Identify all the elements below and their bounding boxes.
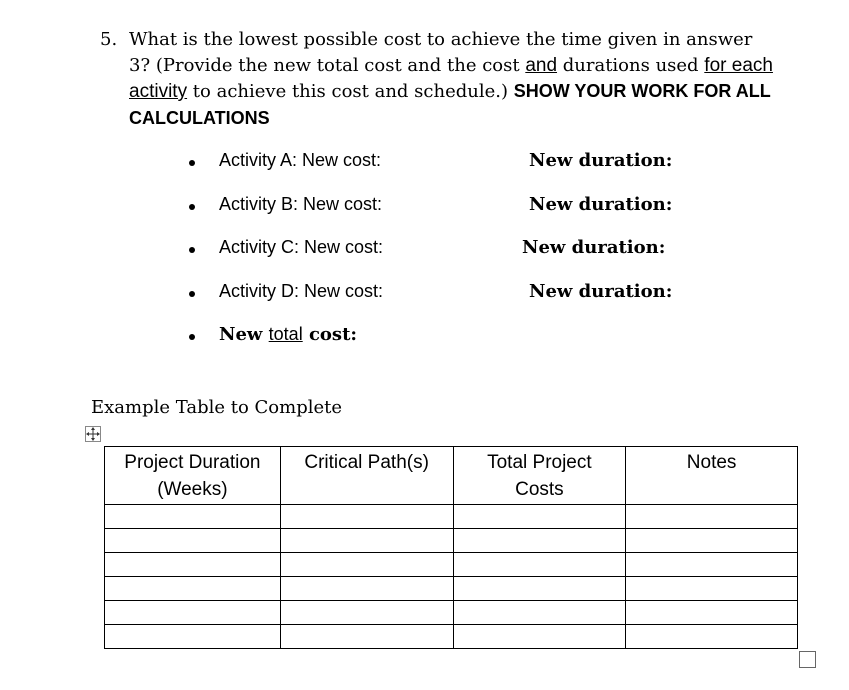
question-text: 3? (Provide the new total cost and the cost (129, 55, 526, 76)
table-row (105, 529, 798, 553)
table-cell[interactable] (280, 577, 453, 601)
question-line-3 (129, 81, 771, 103)
table-cell[interactable] (626, 529, 798, 553)
bullet-icon (189, 204, 195, 210)
table-cell[interactable] (280, 601, 453, 625)
question-line-2 (129, 55, 773, 77)
table-cell[interactable] (280, 529, 453, 553)
activity-d-duration-label: New duration: (529, 281, 673, 302)
activity-a-cost-label: Activity A: New cost: (219, 150, 382, 170)
table-row (105, 625, 798, 649)
table-cell[interactable] (105, 601, 281, 625)
table-cell[interactable] (280, 625, 453, 649)
bullet-icon (189, 160, 195, 166)
table-row (105, 601, 798, 625)
bullet-icon (189, 334, 195, 340)
question-text: to achieve this cost and schedule.) (187, 81, 514, 102)
example-table (104, 446, 798, 649)
table-row (105, 553, 798, 577)
table-cell[interactable] (626, 553, 798, 577)
header-total-project-costs (453, 447, 626, 505)
table-caption: Example Table to Complete (91, 397, 343, 418)
table-cell[interactable] (626, 505, 798, 529)
table-cell[interactable] (626, 601, 798, 625)
table-move-handle-icon[interactable] (85, 426, 101, 442)
emphasis-for-each: for each (704, 55, 773, 76)
new-total-cost-label (219, 324, 357, 345)
header-line: Notes (686, 452, 737, 473)
total-cost-text: New (219, 324, 269, 345)
table-cell[interactable] (453, 601, 626, 625)
table-cell[interactable] (453, 505, 626, 529)
table-cell[interactable] (626, 577, 798, 601)
table-row (105, 577, 798, 601)
table-cell[interactable] (453, 625, 626, 649)
emphasis-and: and (525, 55, 558, 76)
header-line: (Weeks) (157, 479, 228, 500)
activity-c-duration-label: New duration: (522, 237, 666, 258)
question-text: durations used (557, 55, 705, 76)
header-critical-paths (280, 447, 453, 505)
table-cell[interactable] (453, 577, 626, 601)
table-cell[interactable] (280, 553, 453, 577)
activity-c-cost-label: Activity C: New cost: (219, 237, 384, 257)
question-number: 5. (100, 29, 118, 50)
table-cell[interactable] (105, 577, 281, 601)
header-line: Costs (515, 479, 564, 500)
header-line: Critical Path(s) (304, 452, 429, 473)
activity-d-cost-label: Activity D: New cost: (219, 281, 384, 301)
total-cost-text: cost: (302, 324, 358, 345)
table-resize-handle[interactable] (799, 651, 816, 668)
activity-a-duration-label: New duration: (529, 150, 673, 171)
bullet-icon (189, 291, 195, 297)
emphasis-activity: activity (129, 81, 188, 102)
instruction-show-work: SHOW YOUR WORK FOR ALL (513, 81, 771, 101)
header-project-duration (105, 447, 281, 505)
table-cell[interactable] (105, 625, 281, 649)
bullet-icon (189, 247, 195, 253)
table-cell[interactable] (105, 505, 281, 529)
total-emphasis: total (268, 324, 303, 344)
table-cell[interactable] (105, 529, 281, 553)
activity-b-cost-label: Activity B: New cost: (219, 194, 383, 214)
table-cell[interactable] (105, 553, 281, 577)
table-cell[interactable] (453, 553, 626, 577)
table-cell[interactable] (626, 625, 798, 649)
table-cell[interactable] (280, 505, 453, 529)
instruction-calculations: CALCULATIONS (129, 108, 270, 128)
table-cell[interactable] (453, 529, 626, 553)
header-line: Project Duration (124, 452, 261, 473)
header-line: Total Project (487, 452, 592, 473)
header-notes (626, 447, 798, 505)
table-header-row (105, 447, 798, 505)
activity-b-duration-label: New duration: (529, 194, 673, 215)
table-row (105, 505, 798, 529)
question-line-1: What is the lowest possible cost to achieve the time given in answer (129, 29, 753, 50)
